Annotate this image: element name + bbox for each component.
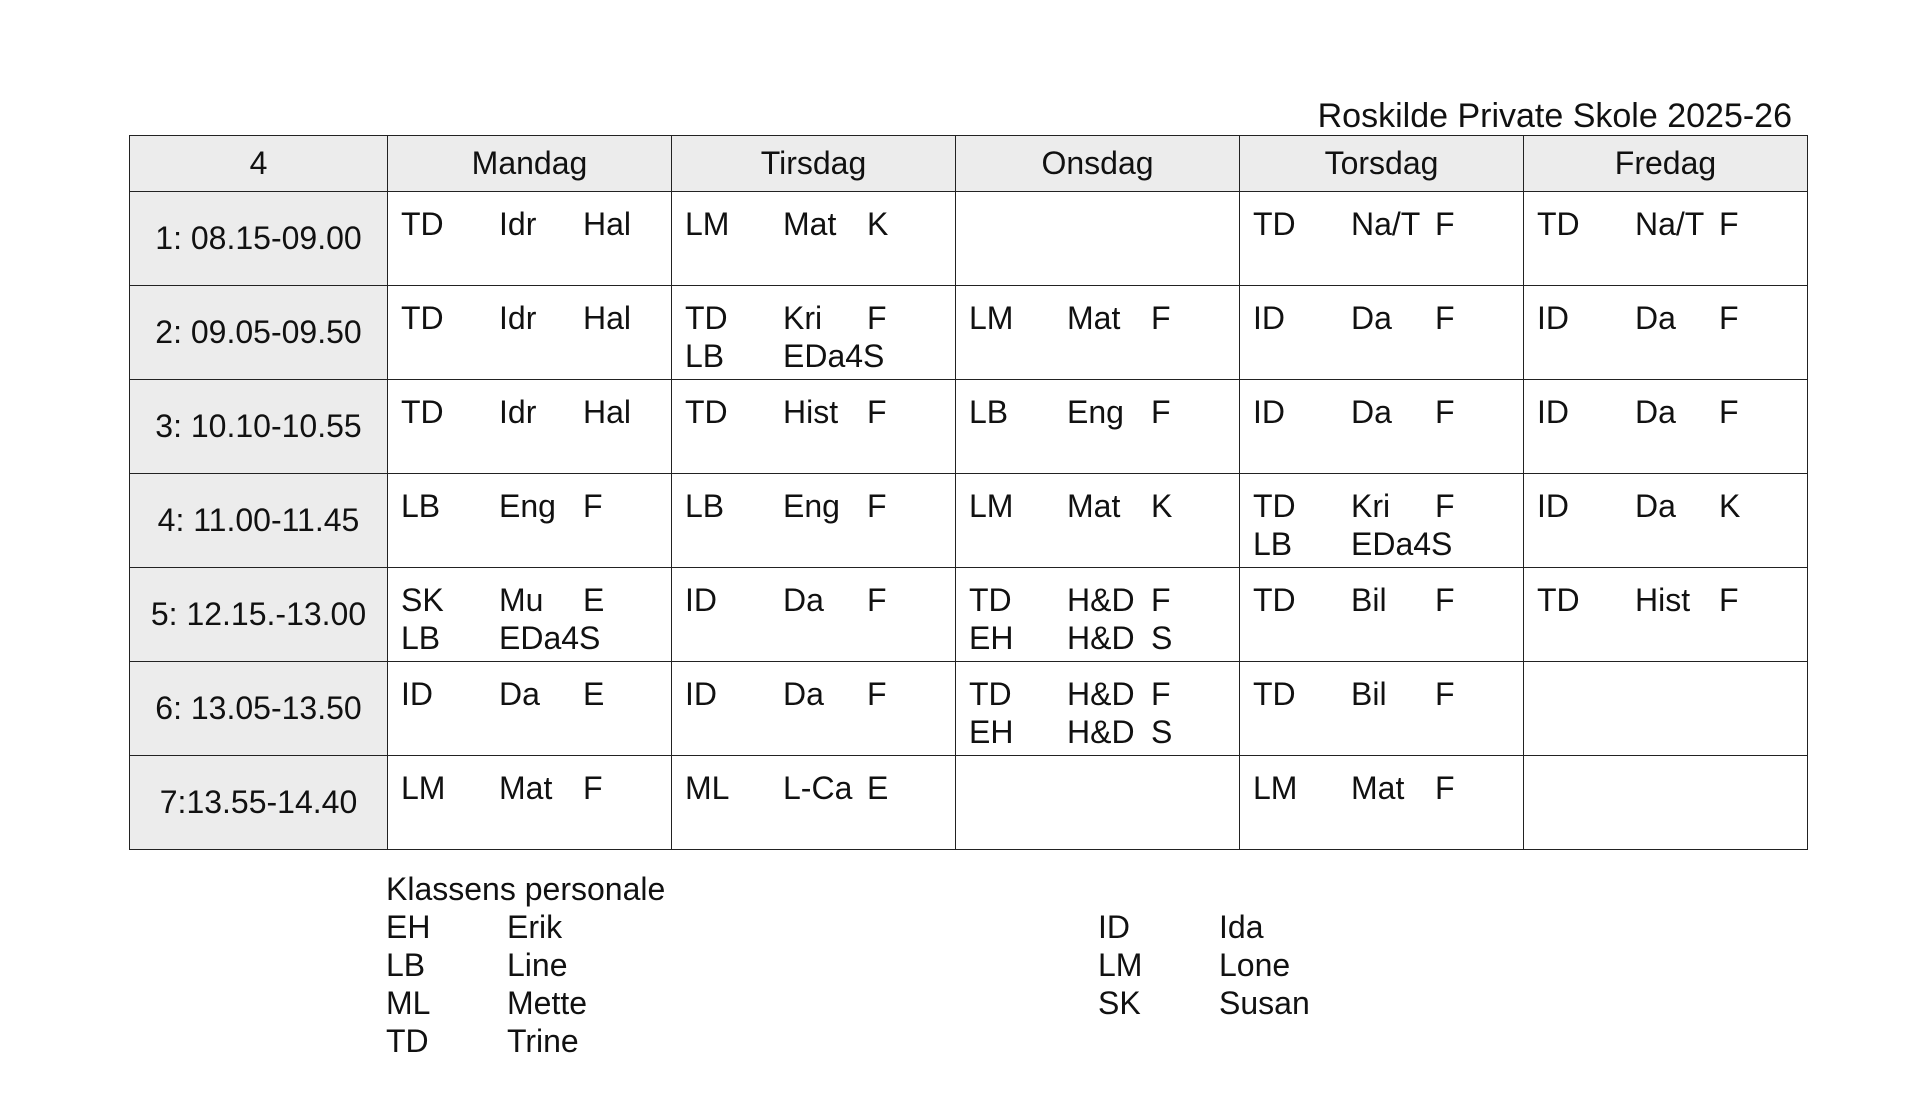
lesson-cell-torsdag [1240, 286, 1524, 380]
staff-row [386, 908, 746, 946]
teacher-code: EH [969, 714, 1014, 750]
lesson-cell-fredag [1524, 662, 1808, 756]
staff-abbr: ML [386, 985, 431, 1021]
staff-row [1098, 908, 1458, 946]
teacher-code: LB [1253, 526, 1293, 562]
period-time: 4: 11.00-11.45 [130, 474, 388, 568]
subject: Idr [499, 206, 537, 242]
subject: Mat [1067, 488, 1121, 524]
staff-row [1098, 984, 1458, 1022]
subject: EDa4S [1351, 526, 1453, 562]
staff-row [386, 946, 746, 984]
staff-column-right [1098, 908, 1458, 1022]
room: F [867, 300, 887, 336]
room: F [1719, 300, 1739, 336]
lesson-entry [672, 393, 955, 431]
subject: Kri [783, 300, 823, 336]
period-row [130, 286, 1808, 380]
teacher-code: ID [1537, 300, 1569, 336]
subject: Mat [1351, 770, 1405, 806]
teacher-code: TD [1253, 676, 1296, 712]
lesson-entry [956, 487, 1239, 525]
room: K [1719, 488, 1741, 524]
subject: Mat [783, 206, 837, 242]
teacher-code: ID [1253, 300, 1285, 336]
room: F [1435, 394, 1455, 430]
lesson-entry [672, 675, 955, 713]
lesson-cell-torsdag [1240, 474, 1524, 568]
room: F [867, 394, 887, 430]
lesson-cell-mandag [388, 568, 672, 662]
room: F [1151, 582, 1171, 618]
teacher-code: LM [969, 300, 1014, 336]
staff-abbr: TD [386, 1023, 429, 1059]
room: E [867, 770, 889, 806]
lesson-cell-tirsdag [672, 380, 956, 474]
day-header-fredag: Fredag [1524, 136, 1808, 192]
lesson-entry [1240, 525, 1523, 563]
period-row [130, 662, 1808, 756]
period-time: 3: 10.10-10.55 [130, 380, 388, 474]
lesson-entry [1240, 769, 1523, 807]
schedule-table [129, 135, 1808, 850]
room: F [583, 488, 603, 524]
lesson-entry [388, 299, 671, 337]
class-label: 4 [130, 136, 388, 192]
subject: Da [1351, 394, 1392, 430]
lesson-cell-torsdag [1240, 662, 1524, 756]
subject: Mu [499, 582, 544, 618]
subject: Na/T [1351, 206, 1421, 242]
teacher-code: ID [685, 582, 717, 618]
lesson-cell-torsdag [1240, 192, 1524, 286]
lesson-entry [672, 205, 955, 243]
room: F [1719, 394, 1739, 430]
lesson-entry [388, 487, 671, 525]
lesson-cell-mandag [388, 662, 672, 756]
period-time: 6: 13.05-13.50 [130, 662, 388, 756]
lesson-entry [388, 769, 671, 807]
lesson-cell-fredag [1524, 474, 1808, 568]
lesson-cell-tirsdag [672, 756, 956, 850]
lesson-entry [956, 393, 1239, 431]
lesson-entry [1524, 393, 1807, 431]
staff-abbr: EH [386, 909, 431, 945]
period-time: 7:13.55-14.40 [130, 756, 388, 850]
teacher-code: LM [685, 206, 730, 242]
lesson-entry [1524, 205, 1807, 243]
room: E [583, 676, 605, 712]
teacher-code: TD [685, 300, 728, 336]
subject: Kri [1351, 488, 1391, 524]
day-header-torsdag: Torsdag [1240, 136, 1524, 192]
staff-row [1098, 946, 1458, 984]
subject: Da [1635, 488, 1676, 524]
day-header-onsdag: Onsdag [956, 136, 1240, 192]
lesson-entry [956, 675, 1239, 713]
teacher-code: TD [969, 582, 1012, 618]
room: F [583, 770, 603, 806]
lesson-entry [672, 487, 955, 525]
lesson-cell-onsdag [956, 380, 1240, 474]
subject: Da [1635, 300, 1676, 336]
subject: Bil [1351, 582, 1387, 618]
room: F [1151, 394, 1171, 430]
teacher-code: LM [969, 488, 1014, 524]
subject: Da [499, 676, 540, 712]
lesson-cell-tirsdag [672, 192, 956, 286]
subject: H&D [1067, 620, 1135, 656]
teacher-code: ML [685, 770, 730, 806]
period-time: 2: 09.05-09.50 [130, 286, 388, 380]
teacher-code: EH [969, 620, 1014, 656]
day-header-mandag: Mandag [388, 136, 672, 192]
room: F [867, 582, 887, 618]
lesson-cell-torsdag [1240, 756, 1524, 850]
lesson-cell-onsdag [956, 192, 1240, 286]
lesson-entry [1240, 487, 1523, 525]
period-row [130, 192, 1808, 286]
subject: L-Ca [783, 770, 853, 806]
subject: Eng [783, 488, 840, 524]
period-time: 1: 08.15-09.00 [130, 192, 388, 286]
period-row [130, 474, 1808, 568]
teacher-code: TD [969, 676, 1012, 712]
room: F [1435, 300, 1455, 336]
staff-abbr: LB [386, 947, 426, 983]
lesson-entry [388, 205, 671, 243]
lesson-cell-fredag [1524, 192, 1808, 286]
lesson-cell-tirsdag [672, 474, 956, 568]
lesson-cell-onsdag [956, 756, 1240, 850]
school-title: Roskilde Private Skole 2025-26 [1317, 97, 1792, 135]
staff-name: Mette [507, 985, 588, 1021]
lesson-cell-onsdag [956, 286, 1240, 380]
subject: Mat [1067, 300, 1121, 336]
lesson-entry [1240, 205, 1523, 243]
lesson-entry [388, 581, 671, 619]
lesson-cell-onsdag [956, 662, 1240, 756]
lesson-entry [388, 619, 671, 657]
teacher-code: ID [401, 676, 433, 712]
room: F [1435, 488, 1455, 524]
lesson-entry [1524, 299, 1807, 337]
room: F [1435, 676, 1455, 712]
subject: Eng [499, 488, 556, 524]
staff-name: Susan [1219, 985, 1310, 1021]
subject: Idr [499, 300, 537, 336]
room: K [867, 206, 889, 242]
staff-abbr: ID [1098, 909, 1130, 945]
teacher-code: LB [685, 338, 725, 374]
subject: H&D [1067, 582, 1135, 618]
room: F [1151, 300, 1171, 336]
room: E [583, 582, 605, 618]
subject: EDa4S [783, 338, 885, 374]
teacher-code: ID [1537, 394, 1569, 430]
room: Hal [583, 206, 632, 242]
period-row [130, 380, 1808, 474]
subject: Idr [499, 394, 537, 430]
room: F [1435, 582, 1455, 618]
lesson-cell-onsdag [956, 474, 1240, 568]
staff-row [386, 984, 746, 1022]
teacher-code: TD [401, 206, 444, 242]
subject: Mat [499, 770, 553, 806]
subject: Da [783, 676, 824, 712]
lesson-cell-onsdag [956, 568, 1240, 662]
lesson-cell-mandag [388, 756, 672, 850]
subject: H&D [1067, 676, 1135, 712]
teacher-code: LM [1253, 770, 1298, 806]
lesson-cell-fredag [1524, 568, 1808, 662]
lesson-cell-torsdag [1240, 380, 1524, 474]
lesson-entry [672, 299, 955, 337]
staff-abbr: SK [1098, 985, 1141, 1021]
teacher-code: TD [1537, 582, 1580, 618]
period-row [130, 568, 1808, 662]
room: Hal [583, 394, 632, 430]
lesson-cell-mandag [388, 192, 672, 286]
lesson-cell-torsdag [1240, 568, 1524, 662]
staff-name: Erik [507, 909, 563, 945]
subject: Eng [1067, 394, 1124, 430]
teacher-code: TD [685, 394, 728, 430]
lesson-cell-tirsdag [672, 286, 956, 380]
staff-column-left [386, 908, 746, 1060]
staff-title: Klassens personale [386, 871, 666, 907]
teacher-code: TD [1537, 206, 1580, 242]
room: F [1719, 206, 1739, 242]
lesson-cell-mandag [388, 380, 672, 474]
lesson-entry [1240, 675, 1523, 713]
teacher-code: ID [1253, 394, 1285, 430]
staff-name: Lone [1219, 947, 1291, 983]
subject: EDa4S [499, 620, 601, 656]
teacher-code: LM [401, 770, 446, 806]
lesson-cell-fredag [1524, 380, 1808, 474]
teacher-code: LB [969, 394, 1009, 430]
lesson-entry [1240, 393, 1523, 431]
lesson-entry [388, 675, 671, 713]
staff-name: Line [507, 947, 568, 983]
lesson-cell-tirsdag [672, 568, 956, 662]
subject: H&D [1067, 714, 1135, 750]
teacher-code: ID [685, 676, 717, 712]
lesson-entry [672, 769, 955, 807]
room: F [1151, 676, 1171, 712]
lesson-entry [1240, 299, 1523, 337]
room: F [1719, 582, 1739, 618]
staff-name: Trine [507, 1023, 579, 1059]
teacher-code: TD [1253, 582, 1296, 618]
day-header-tirsdag: Tirsdag [672, 136, 956, 192]
subject: Da [1351, 300, 1392, 336]
lesson-entry [388, 393, 671, 431]
room: F [1435, 770, 1455, 806]
room: F [1435, 206, 1455, 242]
lesson-cell-fredag [1524, 286, 1808, 380]
staff-name: Ida [1219, 909, 1264, 945]
period-time: 5: 12.15.-13.00 [130, 568, 388, 662]
lesson-cell-fredag [1524, 756, 1808, 850]
lesson-entry [956, 619, 1239, 657]
lesson-cell-tirsdag [672, 662, 956, 756]
lesson-cell-mandag [388, 286, 672, 380]
room: S [1151, 620, 1173, 656]
lesson-entry [1524, 487, 1807, 525]
staff-abbr: LM [1098, 947, 1143, 983]
lesson-entry [672, 337, 955, 375]
staff-row [386, 1022, 746, 1060]
subject: Na/T [1635, 206, 1705, 242]
lesson-entry [956, 299, 1239, 337]
subject: Da [783, 582, 824, 618]
room: F [867, 488, 887, 524]
period-row [130, 756, 1808, 850]
lesson-entry [956, 581, 1239, 619]
subject: Hist [783, 394, 839, 430]
lesson-entry [1240, 581, 1523, 619]
teacher-code: LB [685, 488, 725, 524]
subject: Bil [1351, 676, 1387, 712]
teacher-code: TD [401, 300, 444, 336]
subject: Da [1635, 394, 1676, 430]
lesson-cell-mandag [388, 474, 672, 568]
room: K [1151, 488, 1173, 524]
schedule-header-row [130, 136, 1808, 192]
lesson-entry [956, 713, 1239, 751]
teacher-code: TD [401, 394, 444, 430]
room: F [867, 676, 887, 712]
teacher-code: SK [401, 582, 444, 618]
lesson-entry [1524, 581, 1807, 619]
teacher-code: TD [1253, 206, 1296, 242]
teacher-code: LB [401, 620, 441, 656]
teacher-code: LB [401, 488, 441, 524]
teacher-code: TD [1253, 488, 1296, 524]
teacher-code: ID [1537, 488, 1569, 524]
room: S [1151, 714, 1173, 750]
lesson-entry [672, 581, 955, 619]
subject: Hist [1635, 582, 1691, 618]
room: Hal [583, 300, 632, 336]
